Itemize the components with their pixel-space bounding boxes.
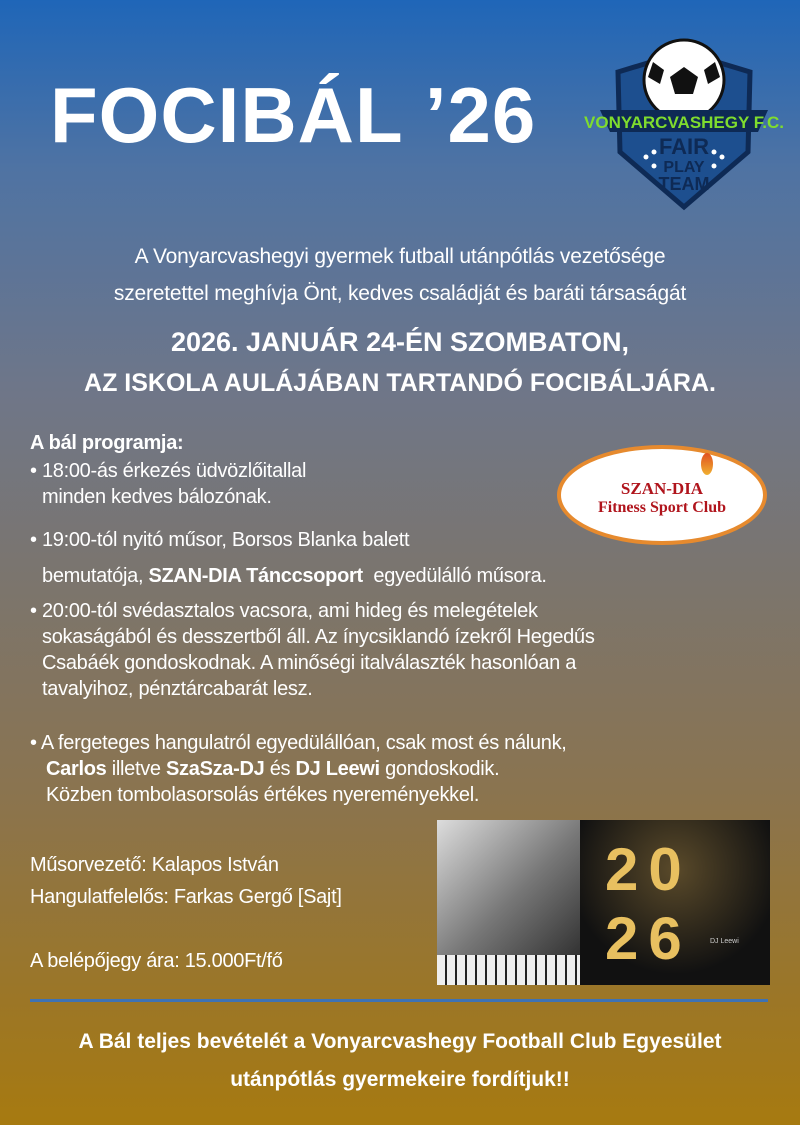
text: gondoskodik. [379, 758, 500, 780]
program-item-3 [30, 598, 595, 702]
text-line: • 20:00-tól svédasztalos vacsora, ami hideg és melegételek [30, 600, 538, 622]
sponsor-subtitle: Fitness Sport Club [597, 499, 727, 516]
piano-keys [437, 955, 580, 985]
text: egyedülálló műsora. [362, 565, 547, 587]
figure-icon [701, 453, 713, 475]
intro-line-2: szeretettel meghívja Önt, kedves családját és baráti társaságát [113, 282, 687, 305]
dance-group: SZAN-DIA Tánccsoport [148, 565, 363, 587]
text-line: • 18:00-ás érkezés üdvözlőitallal [30, 460, 307, 482]
svg-text:VONYARCVASHEGY F.C.: VONYARCVASHEGY F.C. [584, 113, 784, 132]
text: bemutatója, [42, 565, 149, 587]
sponsor-logo [557, 445, 767, 545]
club-logo [584, 32, 784, 212]
program-item-2 [30, 527, 547, 589]
svg-text:PLAY: PLAY [663, 159, 705, 176]
text: és [264, 758, 296, 780]
svg-text:TEAM: TEAM [658, 174, 710, 194]
footer-line-2: utánpótlás gyermekeire fordítjuk!! [230, 1068, 570, 1091]
text-line: minden kedves bálozónak. [42, 486, 272, 508]
year-balloons: 20 26 [605, 836, 692, 972]
text-line: • 19:00-tól nyitó műsor, Borsos Blanka balett [30, 529, 410, 551]
svg-text:FAIR: FAIR [658, 134, 710, 159]
text-line: Közben tombolasorsolás értékes nyereményekkel. [46, 784, 480, 806]
dj-name: DJ Leewi [295, 758, 380, 780]
host-photo [437, 820, 580, 985]
mood-manager: Hangulatfelelős: Farkas Gergő [Sajt] [30, 886, 342, 908]
ticket-price: A belépőjegy ára: 15.000Ft/fő [30, 950, 283, 972]
dj-photo [580, 820, 770, 985]
dj-name: Carlos [46, 758, 107, 780]
event-date: 2026. JANUÁR 24-ÉN SZOMBATON, [170, 327, 630, 357]
program-item-4 [30, 730, 567, 808]
text-line: sokaságából és desszertből áll. Az ínycsiklandó ízekről Hegedűs [42, 626, 595, 648]
text-line: Csabáék gondoskodnak. A minőségi italválaszték hasonlóan a [42, 652, 577, 674]
program-heading: A bál programja: [30, 432, 184, 454]
program-item-1 [30, 458, 306, 510]
text-line: • A fergeteges hangulatról egyedülállóan, csak most és nálunk, [30, 732, 567, 754]
divider [30, 999, 768, 1002]
dj-name: SzaSza-DJ [166, 758, 265, 780]
sponsor-name: SZAN-DIA [620, 479, 704, 498]
text: illetve [106, 758, 166, 780]
host: Műsorvezető: Kalapos István [30, 854, 279, 876]
footer-line-1: A Bál teljes bevételét a Vonyarcvashegy Football Club Egyesület [78, 1030, 722, 1053]
poster-title: FOCIBÁL ’26 [50, 71, 537, 159]
text-line: tavalyihoz, pénztárcabarát lesz. [42, 678, 313, 700]
shirt-text: DJ Leewi [710, 938, 739, 945]
event-venue: AZ ISKOLA AULÁJÁBAN TARTANDÓ FOCIBÁLJÁRA. [84, 369, 716, 397]
intro-line-1: A Vonyarcvashegyi gyermek futball utánpótlás vezetősége [134, 245, 666, 268]
